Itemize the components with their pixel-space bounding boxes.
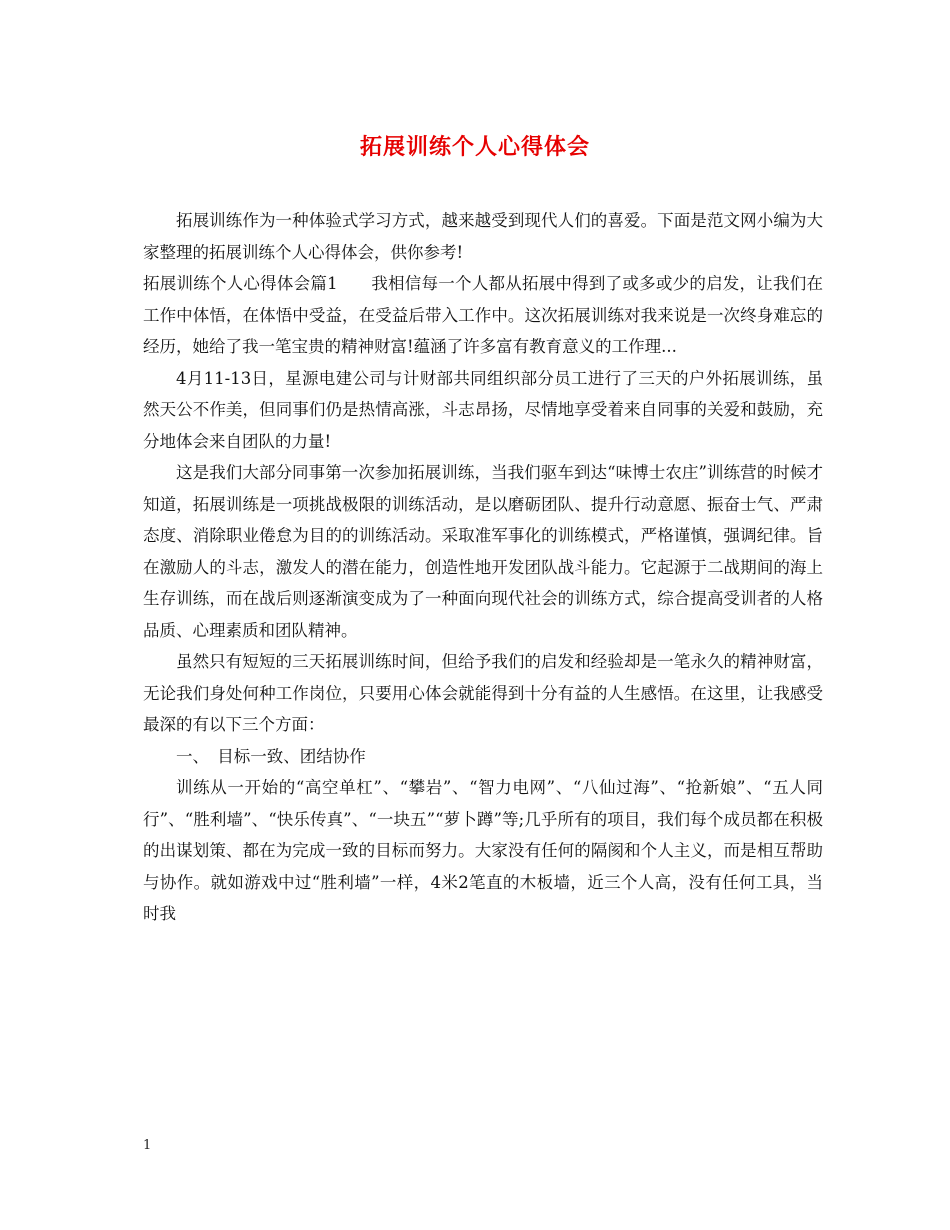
section-heading-1: 一、 目标一致、团结协作 — [176, 746, 366, 766]
paragraph-article-1: 拓展训练个人心得体会篇1 我相信每一个人都从拓展中得到了或多或少的启发，让我们在工作中体悟，在体悟中受益，在受益后带入工作中。这次拓展训练对我来说是一次终身难忘的经历，她给了我一笔宝贵的精神财富!蕴涵了许多富有教育意义的工作理... — [143, 274, 823, 356]
page-number: 1 — [143, 1138, 152, 1153]
paragraph-projects: 训练从一开始的“高空单杠”、“攀岩”、“智力电网”、“八仙过海”、“抢新娘”、“五人同行”、“胜利墙”、“快乐传真”、“一块五”“萝卜蹲”等;几乎所有的项目，我们每个成员都在积极的出谋划策、都在为完成一致的目标而努力。大家没有任何的隔阂和个人主义，而是相互帮助与协作。就如游戏中过“胜利墙”一样，4米2笔直的木板墙，近三个人高，没有任何工具，当时我 — [143, 778, 823, 923]
paragraph-first-training: 这是我们大部分同事第一次参加拓展训练，当我们驱车到达“味博士农庄”训练营的时候才知道，拓展训练是一项挑战极限的训练活动，是以磨砺团队、提升行动意愿、振奋士气、严肃态度、消除职业倦怠为目的的训练活动。采取准军事化的训练模式，严格谨慎，强调纪律。旨在激励人的斗志，激发人的潜在能力，创造性地开发团队战斗能力。它起源于二战期间的海上生存训练，而在战后则逐渐演变成为了一种面向现代社会的训练方式，综合提高受训者的人格品质、心理素质和团队精神。 — [143, 463, 823, 640]
paragraph-training-dates: 4月11-13日，星源电建公司与计财部共同组织部分员工进行了三天的户外拓展训练，虽然天公不作美，但同事们仍是热情高涨，斗志昂扬，尽情地享受着来自同事的关爱和鼓励，充分地体会来自团队的力量! — [143, 368, 823, 451]
paragraph-insights: 虽然只有短短的三天拓展训练时间，但给予我们的启发和经验却是一笔永久的精神财富，无论我们身处何种工作岗位，只要用心体会就能得到十分有益的人生感悟。在这里，让我感受最深的有以下三个方面： — [143, 652, 823, 734]
document-body — [143, 205, 823, 930]
document-title: 拓展训练个人心得体会 — [359, 134, 590, 160]
paragraph-intro: 拓展训练作为一种体验式学习方式，越来越受到现代人们的喜爱。下面是范文网小编为大家整理的拓展训练个人心得体会，供你参考! — [143, 211, 823, 262]
